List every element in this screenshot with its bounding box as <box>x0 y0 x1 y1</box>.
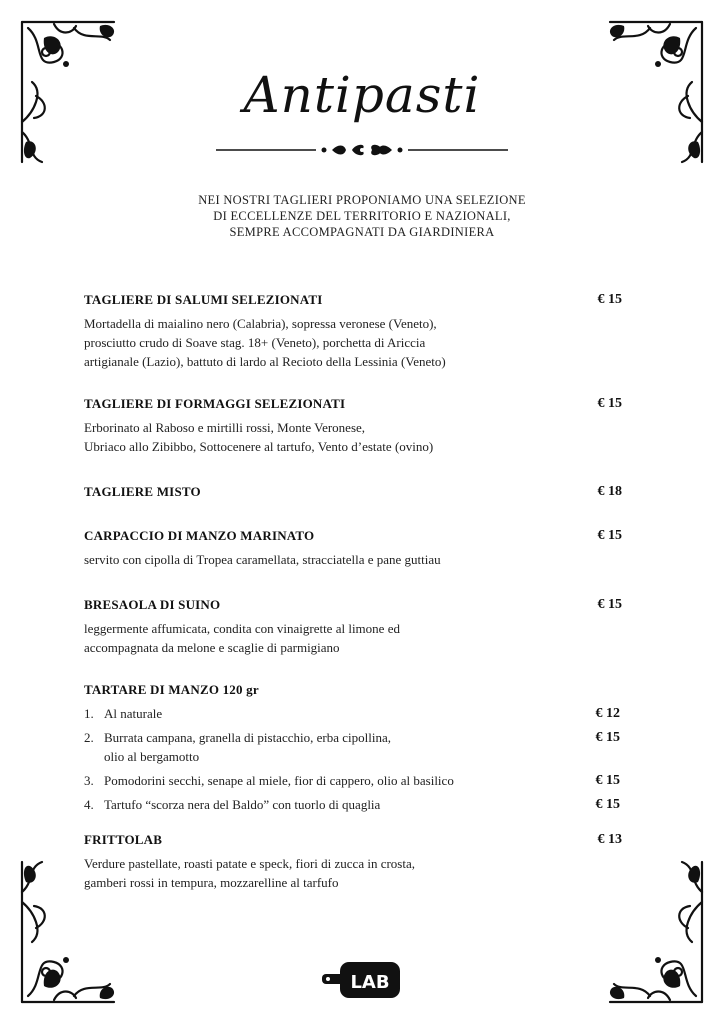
item-price: € 15 <box>597 396 622 411</box>
option-price: € 15 <box>595 773 620 788</box>
lab-logo <box>322 960 402 1000</box>
menu-item <box>84 528 628 597</box>
item-description <box>84 550 628 569</box>
intro-line: NEI NOSTRI TAGLIERI PROPONIAMO UNA SELEZIONE <box>198 193 526 207</box>
divider-flourish-icon <box>216 141 508 159</box>
option-number: 4. <box>84 797 94 812</box>
item-price: € 15 <box>597 292 622 307</box>
option-line: Tartufo “scorza nera del Baldo” con tuorlo di quaglia <box>104 797 381 812</box>
menu-item <box>84 597 628 682</box>
item-price: € 15 <box>597 528 622 543</box>
item-name: TAGLIERE DI FORMAGGI SELEZIONATI <box>84 396 346 411</box>
option-price: € 12 <box>595 706 620 721</box>
option-line: olio al bergamotto <box>104 749 200 764</box>
item-description <box>84 619 628 657</box>
menu-item <box>84 292 628 396</box>
item-name: BRESAOLA DI SUINO <box>84 597 221 612</box>
logo-text: LAB <box>350 972 390 993</box>
option-number: 2. <box>84 730 94 745</box>
item-price: € 13 <box>597 832 622 847</box>
option-row <box>84 704 628 723</box>
option-number: 1. <box>84 706 94 721</box>
item-price: € 15 <box>597 597 622 612</box>
menu-item <box>84 484 628 528</box>
item-name: TAGLIERE MISTO <box>84 484 201 499</box>
intro-line: DI ECCELLENZE DEL TERRITORIO E NAZIONALI, <box>213 209 511 223</box>
option-row <box>84 728 628 766</box>
menu-item <box>84 396 628 484</box>
desc-line: artigianale (Lazio), battuto di lardo al Recioto della Lessinia (Veneto) <box>84 354 446 369</box>
desc-line: Ubriaco allo Zibibbo, Sottocenere al tartufo, Vento d’estate (ovino) <box>84 439 434 454</box>
item-description <box>84 314 628 371</box>
menu-item <box>84 832 628 902</box>
option-line: Pomodorini secchi, senape al miele, fior di cappero, olio al basilico <box>104 773 454 788</box>
intro-text <box>150 192 574 240</box>
item-description <box>84 854 628 892</box>
desc-line: Verdure pastellate, roasti patate e speck, fiori di zucca in crosta, <box>84 856 415 871</box>
page-title: Antipasti <box>243 66 481 124</box>
item-name: CARPACCIO DI MANZO MARINATO <box>84 528 315 543</box>
desc-line: servito con cipolla di Tropea caramellata, stracciatella e pane guttiau <box>84 552 441 567</box>
option-line: Burrata campana, granella di pistacchio, erba cipollina, <box>104 730 391 745</box>
desc-line: Mortadella di maialino nero (Calabria), sopressa veronese (Veneto), <box>84 316 437 331</box>
option-row <box>84 795 628 814</box>
desc-line: gamberi rossi in tempura, mozzarelline al tarfufo <box>84 875 339 890</box>
option-number: 3. <box>84 773 94 788</box>
item-price: € 18 <box>597 484 622 499</box>
menu-item <box>84 682 628 832</box>
intro-line: SEMPRE ACCOMPAGNATI DA GIARDINIERA <box>229 225 495 239</box>
item-name: TAGLIERE DI SALUMI SELEZIONATI <box>84 292 323 307</box>
desc-line: accompagnata da melone e scaglie di parmigiano <box>84 640 340 655</box>
option-price: € 15 <box>595 797 620 812</box>
desc-line: Erborinato al Raboso e mirtilli rossi, Monte Veronese, <box>84 420 366 435</box>
item-name-suffix: 120 gr <box>222 682 259 697</box>
cutting-board-logo-icon <box>322 960 402 1000</box>
item-name-text: TARTARE DI MANZO <box>84 682 220 697</box>
option-row <box>84 771 628 790</box>
option-price: € 15 <box>595 730 620 745</box>
menu-list <box>84 292 628 902</box>
desc-line: prosciutto crudo di Soave stag. 18+ (Veneto), porchetta di Ariccia <box>84 335 426 350</box>
option-line: Al naturale <box>104 706 163 721</box>
desc-line: leggermente affumicata, condita con vinaigrette al limone ed <box>84 621 400 636</box>
item-description <box>84 418 628 456</box>
item-name <box>84 682 628 698</box>
item-name: FRITTOLAB <box>84 832 163 847</box>
title-divider <box>216 141 508 159</box>
